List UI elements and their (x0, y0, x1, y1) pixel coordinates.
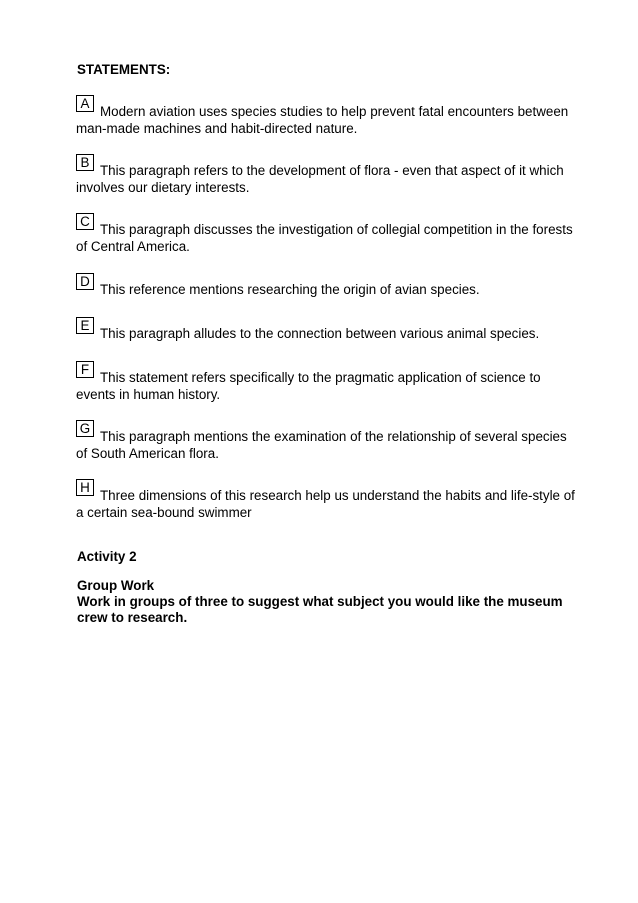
statement-b (76, 154, 576, 196)
statement-d (76, 273, 576, 298)
statement-letter-box: G (76, 420, 94, 437)
statement-text: This paragraph refers to the development of flora - even that aspect of it which involves our dietary interests. (76, 163, 564, 195)
statement-letter-box: E (76, 317, 94, 334)
statements-heading: STATEMENTS: (77, 62, 171, 77)
statement-f (76, 361, 576, 403)
statement-h (76, 479, 576, 521)
group-work-label: Group Work (77, 578, 155, 593)
statement-letter-box: F (76, 361, 94, 378)
statement-letter-box: B (76, 154, 94, 171)
statement-letter-box: H (76, 479, 94, 496)
statement-text: Modern aviation uses species studies to help prevent fatal encounters between man-made machines and habit-directed nature. (76, 104, 569, 136)
statement-text: This paragraph alludes to the connection between various animal species. (100, 326, 540, 341)
activity-title: Activity 2 (77, 549, 137, 564)
statement-g (76, 420, 576, 462)
statement-c (76, 213, 576, 255)
statement-e (76, 317, 576, 342)
activity-instruction: Work in groups of three to suggest what subject you would like the museum crew to research. (77, 594, 563, 625)
statement-text: This statement refers specifically to the pragmatic application of science to events in human history. (76, 370, 541, 402)
statement-a (76, 95, 576, 137)
statement-text: This paragraph mentions the examination of the relationship of several species of South American flora. (76, 429, 567, 461)
statement-letter-box: D (76, 273, 94, 290)
statement-text: This paragraph discusses the investigation of collegial competition in the forests of Central America. (76, 222, 573, 254)
statement-letter-box: C (76, 213, 94, 230)
statement-text: Three dimensions of this research help us understand the habits and life-style of a certain sea-bound swimmer (76, 488, 575, 520)
statement-letter-box: A (76, 95, 94, 112)
statement-text: This reference mentions researching the origin of avian species. (100, 282, 480, 297)
